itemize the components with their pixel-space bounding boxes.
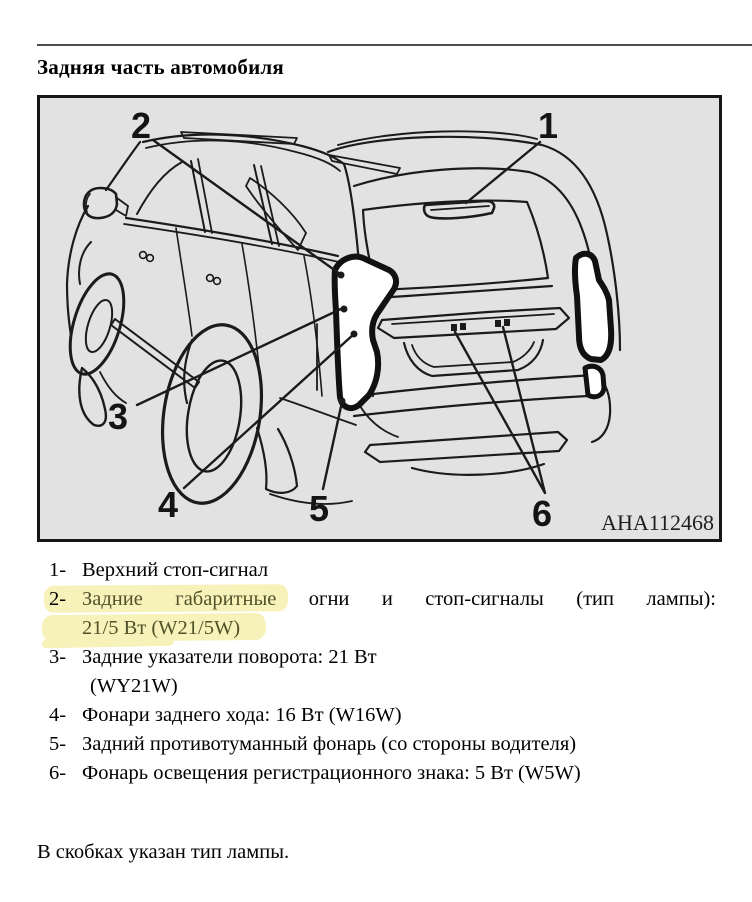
legend-item-text xyxy=(82,585,716,643)
legend-item-text: Фонари заднего хода: 16 Вт (W16W) xyxy=(82,704,402,726)
legend-item-number: 4- xyxy=(49,704,67,726)
vehicle-rear-illustration xyxy=(40,98,719,539)
legend-item-1 xyxy=(49,556,716,585)
legend-item-5 xyxy=(49,730,716,759)
legend-item-2 xyxy=(49,585,716,643)
legend-item-text: Верхний стоп-сигнал xyxy=(82,559,269,581)
highlighted-text: Задние габаритные xyxy=(82,588,277,610)
callout-number-5: 5 xyxy=(308,488,330,529)
callout-number-3: 3 xyxy=(107,396,129,437)
legend-item-2-line-1 xyxy=(82,585,716,614)
legend-item-number: 1- xyxy=(49,559,67,581)
legend-item-text: Фонарь освещения регистрационного знака: 5 Вт (W5W) xyxy=(82,762,581,784)
legend-item-text: Задний противотуманный фонарь (со стороны водителя) xyxy=(82,733,577,755)
right-tail-lamp-icon xyxy=(575,254,611,360)
legend-item-4 xyxy=(49,701,716,730)
legend-item-text xyxy=(82,643,716,701)
legend-item-number: 3- xyxy=(49,646,67,668)
legend-item-number: 2- xyxy=(49,588,67,610)
highlighted-text: 21/5 Вт (W21/5W) xyxy=(82,617,241,639)
legend-item-number: 6- xyxy=(49,762,67,784)
footnote: В скобках указан тип лампы. xyxy=(37,841,290,863)
lamp-legend xyxy=(49,556,716,788)
legend-item-text: огни и стоп-сигналы (тип лампы): xyxy=(308,588,716,610)
callout-line-6 xyxy=(455,327,545,493)
legend-item-3-line-2: (WY21W) xyxy=(90,675,178,697)
figure-code: AHA112468 xyxy=(601,510,714,535)
legend-item-3-line-1: Задние указатели поворота: 21 Вт xyxy=(82,646,377,668)
callout-number-6: 6 xyxy=(531,493,553,534)
legend-item-2-line-2 xyxy=(82,614,716,643)
callout-number-1: 1 xyxy=(537,105,559,146)
side-mirror-icon xyxy=(84,188,117,218)
legend-item-number: 5- xyxy=(49,733,67,755)
page-title: Задняя часть автомобиля xyxy=(37,55,284,79)
license-plate-lamps-icon xyxy=(451,319,510,331)
callout-number-4: 4 xyxy=(157,484,179,525)
top-divider xyxy=(37,44,752,46)
legend-item-6 xyxy=(49,759,716,788)
rear-wheel xyxy=(151,318,274,511)
vehicle-rear-diagram xyxy=(37,95,722,542)
callout-line-2 xyxy=(153,140,340,274)
callout-number-2: 2 xyxy=(130,105,152,146)
legend-item-3 xyxy=(49,643,716,701)
